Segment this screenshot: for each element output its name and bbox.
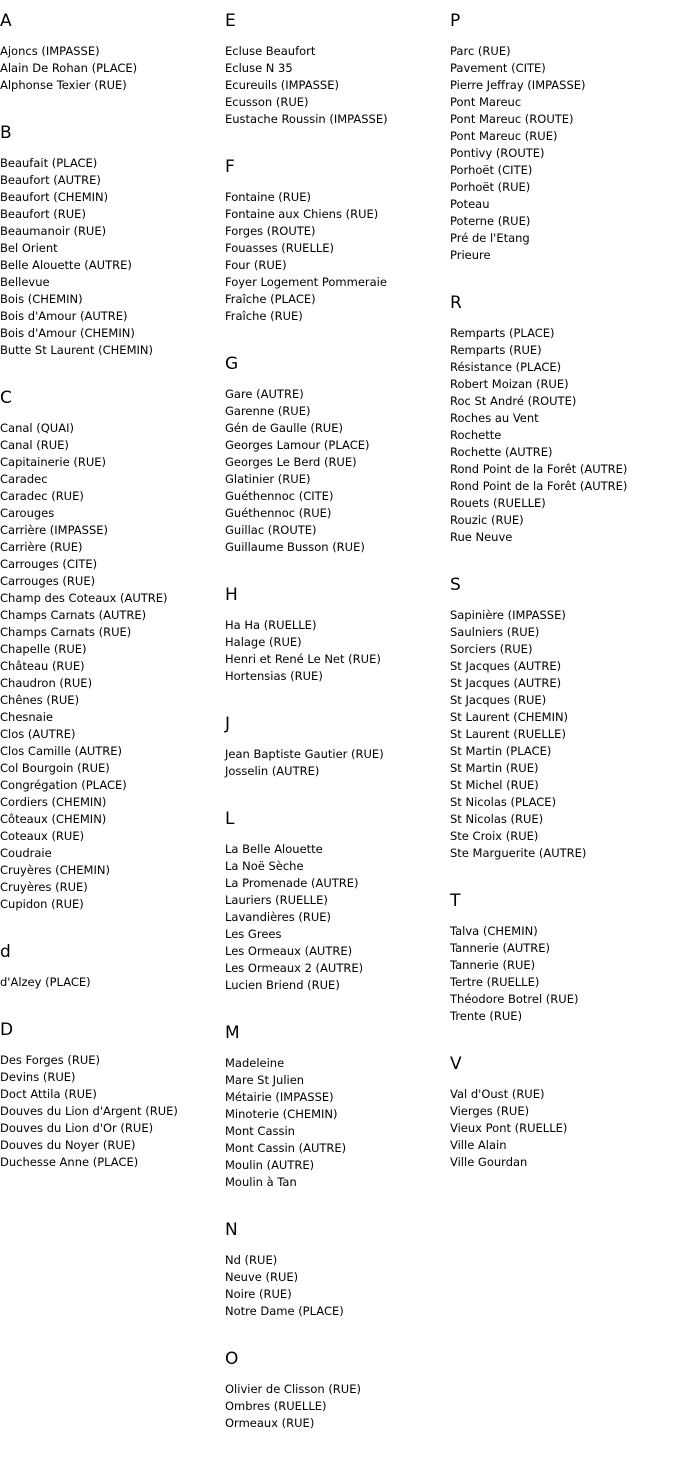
street-link[interactable]: Josselin (AUTRE)	[225, 764, 320, 778]
letter-heading: P	[450, 11, 461, 31]
street-link[interactable]: Ha Ha (RUELLE)	[225, 618, 317, 632]
street-list	[225, 1381, 445, 1432]
street-link[interactable]: Les Ormeaux (AUTRE)	[225, 944, 353, 958]
street-list	[0, 43, 220, 94]
street-list	[225, 746, 445, 780]
street-list	[225, 189, 445, 325]
street-link[interactable]: Henri et René Le Net (RUE)	[225, 652, 381, 666]
street-link[interactable]: Douves du Lion d'Or (RUE)	[0, 1121, 154, 1135]
street-link[interactable]: Canal (RUE)	[0, 438, 69, 452]
street-link[interactable]: Eustache Roussin (IMPASSE)	[225, 112, 388, 126]
street-link[interactable]: Guillaume Busson (RUE)	[225, 540, 365, 554]
street-link[interactable]: Moulin à Tan	[225, 1175, 297, 1189]
letter-heading: T	[450, 891, 461, 911]
street-link[interactable]: Rue Neuve	[450, 530, 513, 544]
street-link[interactable]: Alphonse Texier (RUE)	[0, 78, 127, 92]
street-link[interactable]: St Nicolas (PLACE)	[450, 795, 557, 809]
street-link[interactable]: Château (RUE)	[0, 659, 85, 673]
letter-group	[450, 291, 670, 546]
street-list	[225, 386, 445, 556]
street-link[interactable]: Butte St Laurent (CHEMIN)	[0, 343, 153, 357]
street-list	[225, 617, 445, 685]
street-list	[450, 325, 670, 546]
street-link[interactable]: Cordiers (CHEMIN)	[0, 795, 107, 809]
street-link[interactable]: Remparts (PLACE)	[450, 326, 555, 340]
street-link[interactable]: Doct Attila (RUE)	[0, 1087, 97, 1101]
street-link[interactable]: Capitainerie (RUE)	[0, 455, 106, 469]
street-link[interactable]: Résistance (PLACE)	[450, 360, 562, 374]
street-list	[0, 974, 220, 991]
street-link[interactable]: Prieure	[450, 248, 491, 262]
street-list	[450, 923, 670, 1025]
street-link[interactable]: Gare (AUTRE)	[225, 387, 304, 401]
street-link[interactable]: Clos (AUTRE)	[0, 727, 76, 741]
street-link[interactable]: Noire (RUE)	[225, 1287, 292, 1301]
street-link[interactable]: Tertre (RUELLE)	[450, 975, 540, 989]
street-link[interactable]: Champs Carnats (AUTRE)	[0, 608, 147, 622]
street-link[interactable]: Ville Gourdan	[450, 1155, 528, 1169]
street-link[interactable]: Hortensias (RUE)	[225, 669, 323, 683]
street-link[interactable]: St Martin (RUE)	[450, 761, 539, 775]
street-link[interactable]: Clos Camille (AUTRE)	[0, 744, 123, 758]
street-link[interactable]: Vieux Pont (RUELLE)	[450, 1121, 568, 1135]
street-link[interactable]: Pavement (CITE)	[450, 61, 546, 75]
street-link[interactable]: Trente (RUE)	[450, 1009, 523, 1023]
street-link[interactable]: Poterne (RUE)	[450, 214, 531, 228]
street-link[interactable]: Ville Alain	[450, 1138, 507, 1152]
street-link[interactable]: Caradec	[0, 472, 48, 486]
street-link[interactable]: Métairie (IMPASSE)	[225, 1090, 334, 1104]
street-link[interactable]: St Laurent (RUELLE)	[450, 727, 566, 741]
street-link[interactable]: Beaufort (AUTRE)	[0, 173, 101, 187]
letter-group	[225, 807, 445, 994]
street-link[interactable]: Carrière (RUE)	[0, 540, 83, 554]
street-link[interactable]: Halage (RUE)	[225, 635, 302, 649]
letter-group	[0, 9, 220, 94]
street-index-column-2	[225, 9, 445, 1459]
street-link[interactable]: Pontivy (ROUTE)	[450, 146, 545, 160]
street-link[interactable]: La Promenade (AUTRE)	[225, 876, 359, 890]
street-link[interactable]: Beaumanoir (RUE)	[0, 224, 107, 238]
street-link[interactable]: Roc St André (ROUTE)	[450, 394, 577, 408]
street-link[interactable]: Mont Cassin (AUTRE)	[225, 1141, 347, 1155]
street-link[interactable]: St Laurent (CHEMIN)	[450, 710, 569, 724]
street-link[interactable]: Sorciers (RUE)	[450, 642, 533, 656]
street-link[interactable]: Neuve (RUE)	[225, 1270, 299, 1284]
street-link[interactable]: La Noë Sèche	[225, 859, 304, 873]
street-link[interactable]: St Michel (RUE)	[450, 778, 539, 792]
letter-group	[450, 889, 670, 1025]
street-list	[225, 1055, 445, 1191]
street-link[interactable]: Rond Point de la Forêt (AUTRE)	[450, 479, 628, 493]
street-link[interactable]: Pont Mareuc (RUE)	[450, 129, 558, 143]
letter-heading: C	[0, 388, 12, 408]
letter-group	[225, 1021, 445, 1191]
letter-group	[225, 9, 445, 128]
street-list	[225, 841, 445, 994]
street-link[interactable]: Guéthennoc (CITE)	[225, 489, 334, 503]
street-link[interactable]: Moulin (AUTRE)	[225, 1158, 315, 1172]
street-link[interactable]: Alain De Rohan (PLACE)	[0, 61, 138, 75]
street-link[interactable]: Mare St Julien	[225, 1073, 305, 1087]
street-link[interactable]: Duchesse Anne (PLACE)	[0, 1155, 139, 1169]
street-link[interactable]: Porhoët (CITE)	[450, 163, 533, 177]
street-link[interactable]: Robert Moizan (RUE)	[450, 377, 569, 391]
letter-group	[0, 386, 220, 913]
street-link[interactable]: Chaudron (RUE)	[0, 676, 93, 690]
street-link[interactable]: Coudraie	[0, 846, 52, 860]
letter-heading: J	[225, 714, 231, 734]
street-link[interactable]: Carouges	[0, 506, 55, 520]
street-link[interactable]: Fraîche (RUE)	[225, 309, 303, 323]
street-link[interactable]: Guillac (ROUTE)	[225, 523, 317, 537]
street-link[interactable]: Fraîche (PLACE)	[225, 292, 316, 306]
street-link[interactable]: Sapinière (IMPASSE)	[450, 608, 566, 622]
street-link[interactable]: Cruyères (RUE)	[0, 880, 88, 894]
street-link[interactable]: Canal (QUAI)	[0, 421, 74, 435]
letter-heading: R	[450, 293, 462, 313]
street-link[interactable]: Congrégation (PLACE)	[0, 778, 127, 792]
letter-heading: B	[0, 123, 12, 143]
letter-heading: N	[225, 1220, 238, 1240]
street-link[interactable]: Rond Point de la Forêt (AUTRE)	[450, 462, 628, 476]
street-link[interactable]: Ormeaux (RUE)	[225, 1416, 315, 1430]
street-link[interactable]: Rouets (RUELLE)	[450, 496, 546, 510]
street-list	[450, 607, 670, 862]
street-index-column-3	[450, 9, 670, 1198]
street-link[interactable]: Roches au Vent	[450, 411, 539, 425]
street-link[interactable]: Minoterie (CHEMIN)	[225, 1107, 338, 1121]
street-link[interactable]: Théodore Botrel (RUE)	[450, 992, 579, 1006]
letter-heading: L	[225, 809, 235, 829]
street-link[interactable]: Gén de Gaulle (RUE)	[225, 421, 343, 435]
street-link[interactable]: Caradec (RUE)	[0, 489, 84, 503]
street-link[interactable]: Coteaux (RUE)	[0, 829, 85, 843]
letter-heading: O	[225, 1349, 239, 1369]
street-link[interactable]: Beaufort (RUE)	[0, 207, 86, 221]
letter-heading: H	[225, 585, 238, 605]
street-link[interactable]: Georges Le Berd (RUE)	[225, 455, 357, 469]
street-link[interactable]: Rouzic (RUE)	[450, 513, 524, 527]
street-link[interactable]: Col Bourgoin (RUE)	[0, 761, 110, 775]
street-link[interactable]: Olivier de Clisson (RUE)	[225, 1382, 361, 1396]
street-link[interactable]: Mont Cassin	[225, 1124, 295, 1138]
street-link[interactable]: Remparts (RUE)	[450, 343, 542, 357]
street-link[interactable]: Tannerie (RUE)	[450, 958, 536, 972]
street-link[interactable]: La Belle Alouette	[225, 842, 323, 856]
street-link[interactable]: Chapelle (RUE)	[0, 642, 87, 656]
street-link[interactable]: Garenne (RUE)	[225, 404, 311, 418]
street-link[interactable]: Tannerie (AUTRE)	[450, 941, 551, 955]
street-link[interactable]: Bois d'Amour (AUTRE)	[0, 309, 128, 323]
letter-group	[450, 573, 670, 862]
street-link[interactable]: Devins (RUE)	[0, 1070, 76, 1084]
street-link[interactable]: Pont Mareuc (ROUTE)	[450, 112, 574, 126]
street-link[interactable]: Rochette	[450, 428, 502, 442]
street-link[interactable]: Talva (CHEMIN)	[450, 924, 538, 938]
letter-heading: E	[225, 11, 236, 31]
street-link[interactable]: Ajoncs (IMPASSE)	[0, 44, 100, 58]
street-link[interactable]: Nd (RUE)	[225, 1253, 278, 1267]
street-link[interactable]: Fontaine (RUE)	[225, 190, 311, 204]
street-index-column-1	[0, 9, 220, 1198]
street-link[interactable]: St Jacques (AUTRE)	[450, 676, 562, 690]
street-link[interactable]: Carrouges (CITE)	[0, 557, 98, 571]
street-link[interactable]: Beaufait (PLACE)	[0, 156, 98, 170]
street-link[interactable]: Poteau	[450, 197, 490, 211]
street-link[interactable]: Glatinier (RUE)	[225, 472, 311, 486]
letter-group	[0, 940, 220, 991]
street-link[interactable]: Cruyères (CHEMIN)	[0, 863, 110, 877]
street-link[interactable]: Lucien Briend (RUE)	[225, 978, 340, 992]
letter-heading: A	[0, 11, 12, 31]
street-link[interactable]: Ste Marguerite (AUTRE)	[450, 846, 587, 860]
letter-heading: d	[0, 942, 11, 962]
street-link[interactable]: Guéthennoc (RUE)	[225, 506, 332, 520]
street-list	[0, 155, 220, 359]
street-link[interactable]: St Nicolas (RUE)	[450, 812, 544, 826]
street-link[interactable]: Ste Croix (RUE)	[450, 829, 539, 843]
street-link[interactable]: Four (RUE)	[225, 258, 287, 272]
letter-group	[225, 1347, 445, 1432]
letter-group	[450, 9, 670, 264]
letter-group	[0, 121, 220, 359]
street-link[interactable]: Lavandières (RUE)	[225, 910, 332, 924]
letter-group	[0, 1018, 220, 1171]
street-link[interactable]: Les Ormeaux 2 (AUTRE)	[225, 961, 364, 975]
street-link[interactable]: Vierges (RUE)	[450, 1104, 530, 1118]
street-link[interactable]: Porhoët (RUE)	[450, 180, 531, 194]
street-link[interactable]: Carrière (IMPASSE)	[0, 523, 109, 537]
letter-heading: F	[225, 157, 235, 177]
letter-heading: G	[225, 354, 239, 374]
street-link[interactable]: Val d'Oust (RUE)	[450, 1087, 545, 1101]
street-link[interactable]: Cupidon (RUE)	[0, 897, 84, 911]
street-link[interactable]: Pierre Jeffray (IMPASSE)	[450, 78, 586, 92]
street-link[interactable]: Chesnaie	[0, 710, 53, 724]
street-link[interactable]: Notre Dame (PLACE)	[225, 1304, 344, 1318]
street-list	[225, 1252, 445, 1320]
street-link[interactable]: Pont Mareuc	[450, 95, 522, 109]
street-link[interactable]: Chênes (RUE)	[0, 693, 80, 707]
street-link[interactable]: Bel Orient	[0, 241, 58, 255]
street-link[interactable]: Champ des Coteaux (AUTRE)	[0, 591, 168, 605]
street-link[interactable]: Ecluse N 35	[225, 61, 293, 75]
street-link[interactable]: Des Forges (RUE)	[0, 1053, 101, 1067]
street-list	[225, 43, 445, 128]
street-link[interactable]: St Jacques (AUTRE)	[450, 659, 562, 673]
street-link[interactable]: Champs Carnats (RUE)	[0, 625, 132, 639]
letter-group	[225, 352, 445, 556]
street-link[interactable]: Les Grees	[225, 927, 282, 941]
street-link[interactable]: Georges Lamour (PLACE)	[225, 438, 370, 452]
street-link[interactable]: Madeleine	[225, 1056, 285, 1070]
street-link[interactable]: Bois (CHEMIN)	[0, 292, 83, 306]
street-link[interactable]: Ecusson (RUE)	[225, 95, 309, 109]
street-list	[450, 1086, 670, 1171]
street-list	[0, 420, 220, 913]
street-link[interactable]: Bois d'Amour (CHEMIN)	[0, 326, 135, 340]
letter-heading: M	[225, 1023, 240, 1043]
street-link[interactable]: St Martin (PLACE)	[450, 744, 552, 758]
street-link[interactable]: Saulniers (RUE)	[450, 625, 540, 639]
street-link[interactable]: Jean Baptiste Gautier (RUE)	[225, 747, 384, 761]
street-link[interactable]: Forges (ROUTE)	[225, 224, 316, 238]
street-link[interactable]: Ecluse Beaufort	[225, 44, 316, 58]
letter-group	[225, 712, 445, 780]
street-link[interactable]: Beaufort (CHEMIN)	[0, 190, 109, 204]
street-link[interactable]: Fouasses (RUELLE)	[225, 241, 335, 255]
letter-group	[450, 1052, 670, 1171]
street-link[interactable]: Parc (RUE)	[450, 44, 511, 58]
street-link[interactable]: Douves du Lion d'Argent (RUE)	[0, 1104, 178, 1118]
street-link[interactable]: Rochette (AUTRE)	[450, 445, 553, 459]
street-link[interactable]: Belle Alouette (AUTRE)	[0, 258, 132, 272]
street-link[interactable]: Ombres (RUELLE)	[225, 1399, 327, 1413]
letter-heading: V	[450, 1054, 462, 1074]
street-link[interactable]: St Jacques (RUE)	[450, 693, 547, 707]
street-link[interactable]: d'Alzey (PLACE)	[0, 975, 91, 989]
street-link[interactable]: Fontaine aux Chiens (RUE)	[225, 207, 379, 221]
street-list	[450, 43, 670, 264]
street-link[interactable]: Lauriers (RUELLE)	[225, 893, 328, 907]
street-link[interactable]: Ecureuils (IMPASSE)	[225, 78, 339, 92]
letter-group	[225, 583, 445, 685]
street-link[interactable]: Pré de l'Etang	[450, 231, 530, 245]
letter-group	[225, 1218, 445, 1320]
street-link[interactable]: Côteaux (CHEMIN)	[0, 812, 107, 826]
letter-heading: S	[450, 575, 461, 595]
street-link[interactable]: Foyer Logement Pommeraie	[225, 275, 387, 289]
letter-heading: D	[0, 1020, 14, 1040]
street-list	[0, 1052, 220, 1171]
street-link[interactable]: Douves du Noyer (RUE)	[0, 1138, 136, 1152]
street-link[interactable]: Bellevue	[0, 275, 50, 289]
letter-group	[225, 155, 445, 325]
street-link[interactable]: Carrouges (RUE)	[0, 574, 96, 588]
